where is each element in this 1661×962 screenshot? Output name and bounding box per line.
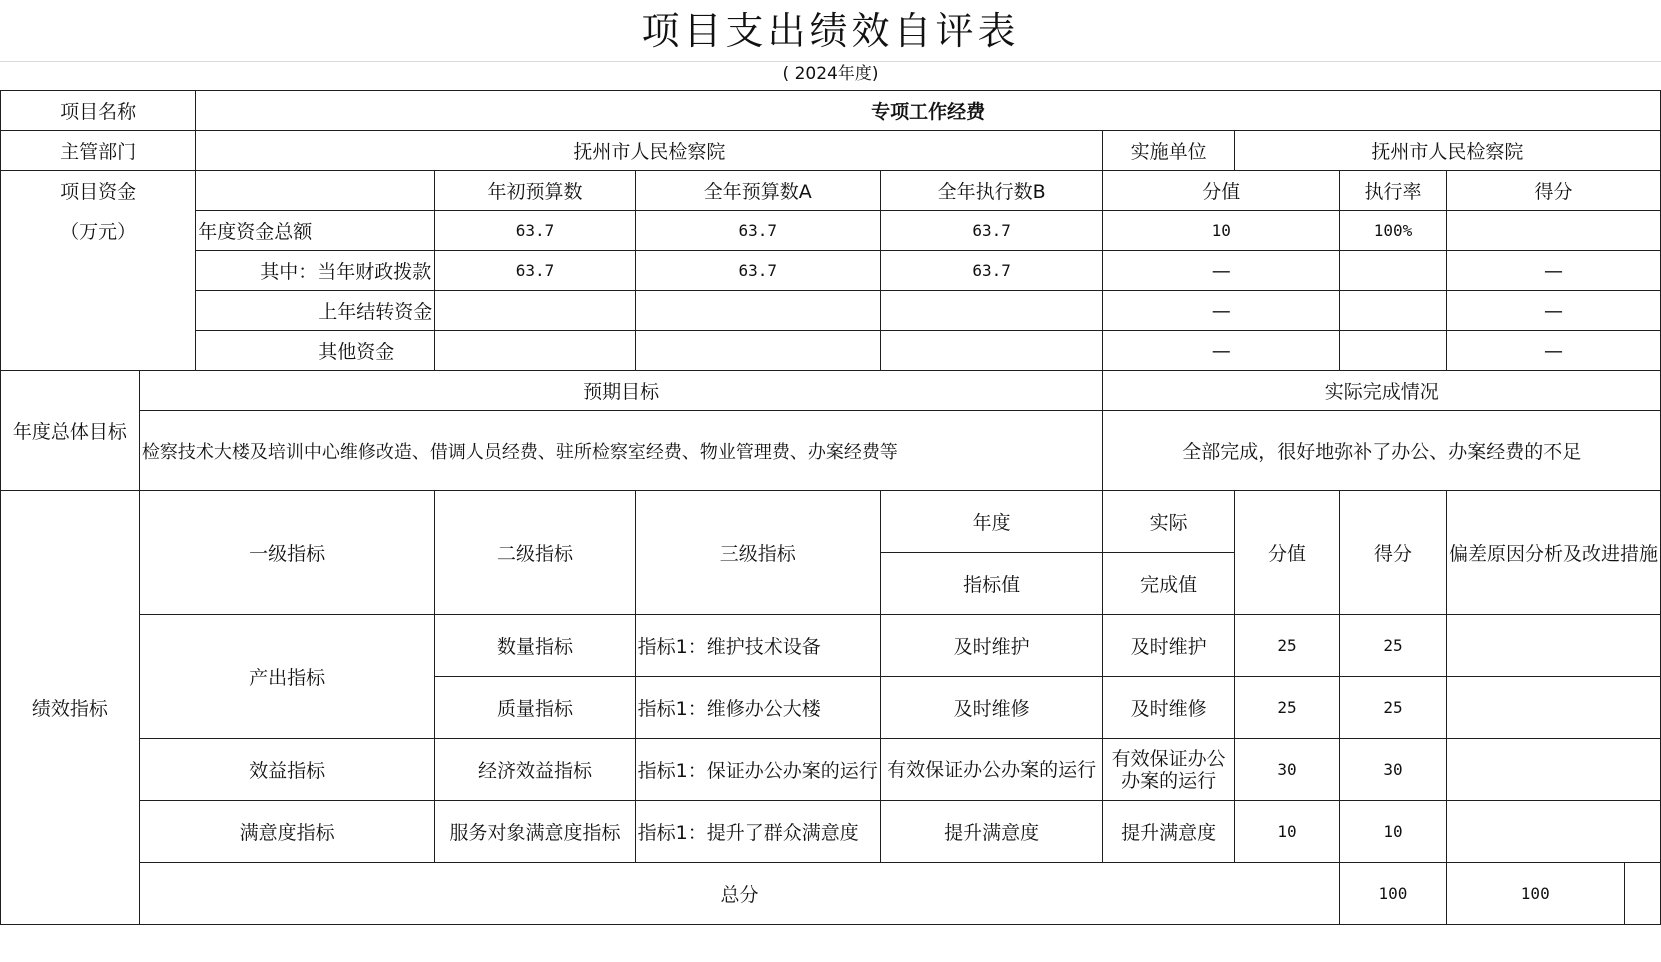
form-title: 项目支出绩效自评表 [641, 9, 1020, 53]
funds-score: — [1446, 331, 1660, 371]
analysis-cell [1446, 615, 1660, 677]
level3-cell: 指标1：维护技术设备 [635, 615, 880, 677]
level3-cell: 指标1：保证办公办案的运行 [635, 739, 880, 801]
analysis-cell [1446, 801, 1660, 863]
project-row [1, 91, 1661, 131]
funds-row [1, 291, 1661, 331]
dept-label: 主管部门 [1, 131, 196, 171]
evaluation-table [0, 90, 1661, 925]
total-score-value: 100 [1340, 863, 1447, 925]
funds-label-blank [1, 331, 196, 371]
score-value-cell: 30 [1234, 739, 1339, 801]
header-score-value: 分值 [1234, 491, 1339, 615]
header-actual-bottom: 完成值 [1103, 553, 1234, 615]
goals-label: 年度总体目标 [1, 371, 140, 491]
score-value-cell: 25 [1234, 677, 1339, 739]
actual-cell: 及时维修 [1103, 677, 1234, 739]
funds-score-value: — [1103, 331, 1340, 371]
perf-row [1, 801, 1661, 863]
header-score: 得分 [1340, 491, 1447, 615]
impl-unit-label: 实施单位 [1103, 131, 1234, 171]
dept-row [1, 131, 1661, 171]
funds-row [1, 251, 1661, 291]
header-annual-top: 年度 [880, 491, 1103, 553]
funds-annual: 63.7 [635, 211, 880, 251]
level2-cell: 服务对象满意度指标 [435, 801, 635, 863]
target-cell: 及时维修 [880, 677, 1103, 739]
level3-cell: 指标1：提升了群众满意度 [635, 801, 880, 863]
score-cell: 25 [1340, 677, 1447, 739]
perf-header-row [1, 491, 1661, 553]
header-analysis: 偏差原因分析及改进措施 [1446, 491, 1660, 615]
score-cell: 10 [1340, 801, 1447, 863]
funds-annual [635, 291, 880, 331]
funds-row [1, 331, 1661, 371]
funds-exec: 63.7 [880, 251, 1103, 291]
funds-initial [435, 331, 635, 371]
header-level1: 一级指标 [139, 491, 434, 615]
perf-row [1, 615, 1661, 677]
funds-score-value: — [1103, 291, 1340, 331]
funds-label-blank [1, 251, 196, 291]
header-annual-exec: 全年执行数B [880, 171, 1103, 211]
perf-row [1, 739, 1661, 801]
funds-exec [880, 291, 1103, 331]
actual-completion-text: 全部完成，很好地弥补了办公、办案经费的不足 [1103, 411, 1661, 491]
project-name: 专项工作经费 [196, 91, 1661, 131]
header-score-value: 分值 [1103, 171, 1340, 211]
funds-annual [635, 331, 880, 371]
level2-cell: 质量指标 [435, 677, 635, 739]
actual-cell: 提升满意度 [1103, 801, 1234, 863]
header-actual-top: 实际 [1103, 491, 1234, 553]
header-level3: 三级指标 [635, 491, 880, 615]
funds-row-name: 上年结转资金 [196, 291, 435, 331]
year-label: ( 2024年度) [782, 64, 879, 84]
score-value-cell: 25 [1234, 615, 1339, 677]
group-benefit: 效益指标 [139, 739, 434, 801]
group-output: 产出指标 [139, 615, 434, 739]
funds-header-row [1, 171, 1661, 211]
header-initial-budget: 年初预算数 [435, 171, 635, 211]
funds-rate: 100% [1340, 211, 1447, 251]
total-score: 100 [1446, 863, 1624, 925]
dept-value: 抚州市人民检察院 [196, 131, 1103, 171]
score-cell: 25 [1340, 615, 1447, 677]
funds-annual: 63.7 [635, 251, 880, 291]
header-level2: 二级指标 [435, 491, 635, 615]
funds-score: — [1446, 291, 1660, 331]
level2-cell: 经济效益指标 [435, 739, 635, 801]
actual-cell: 有效保证办公办案的运行 [1103, 739, 1234, 801]
target-cell: 及时维护 [880, 615, 1103, 677]
funds-rate [1340, 251, 1447, 291]
header-annual-budget: 全年预算数A [635, 171, 880, 211]
funds-initial: 63.7 [435, 211, 635, 251]
funds-label-blank [1, 291, 196, 331]
funds-row-name: 年度资金总额 [196, 211, 435, 251]
target-cell: 提升满意度 [880, 801, 1103, 863]
actual-cell: 及时维护 [1103, 615, 1234, 677]
total-analysis [1624, 863, 1660, 925]
funds-initial [435, 291, 635, 331]
expected-goal-text: 检察技术大楼及培训中心维修改造、借调人员经费、驻所检察室经费、物业管理费、办案经费等 [139, 411, 1103, 491]
funds-rate [1340, 291, 1447, 331]
header-annual-bottom: 指标值 [880, 553, 1103, 615]
impl-unit-value: 抚州市人民检察院 [1234, 131, 1660, 171]
total-row [1, 863, 1661, 925]
score-cell: 30 [1340, 739, 1447, 801]
expected-goal-label: 预期目标 [139, 371, 1103, 411]
perf-label: 绩效指标 [1, 491, 140, 925]
funds-row [1, 211, 1661, 251]
funds-header-blank [196, 171, 435, 211]
funds-score: — [1446, 251, 1660, 291]
funds-unit: （万元） [1, 211, 196, 251]
funds-score [1446, 211, 1660, 251]
funds-rate [1340, 331, 1447, 371]
funds-score-value: 10 [1103, 211, 1340, 251]
actual-completion-label: 实际完成情况 [1103, 371, 1661, 411]
analysis-cell [1446, 677, 1660, 739]
header-exec-rate: 执行率 [1340, 171, 1447, 211]
funds-exec [880, 331, 1103, 371]
goals-content-row [1, 411, 1661, 491]
target-cell: 有效保证办公办案的运行 [880, 739, 1103, 801]
analysis-cell [1446, 739, 1660, 801]
funds-initial: 63.7 [435, 251, 635, 291]
funds-score-value: — [1103, 251, 1340, 291]
funds-exec: 63.7 [880, 211, 1103, 251]
funds-row-name: 其他资金 [196, 331, 435, 371]
funds-row-name: 其中：当年财政拨款 [196, 251, 435, 291]
group-satisfaction: 满意度指标 [139, 801, 434, 863]
score-value-cell: 10 [1234, 801, 1339, 863]
header-score: 得分 [1446, 171, 1660, 211]
level2-cell: 数量指标 [435, 615, 635, 677]
total-label: 总分 [139, 863, 1339, 925]
funds-label: 项目资金 [1, 171, 196, 211]
project-label: 项目名称 [1, 91, 196, 131]
level3-cell: 指标1：维修办公大楼 [635, 677, 880, 739]
goals-header-row [1, 371, 1661, 411]
